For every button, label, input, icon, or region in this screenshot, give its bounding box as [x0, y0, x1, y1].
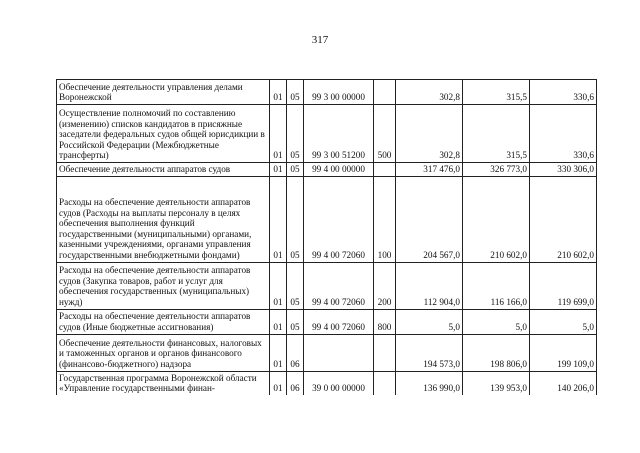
target-article-text: 99 3 00 00000: [312, 92, 365, 103]
subsection-code-cell: [287, 176, 304, 262]
subsection-code-text: 05: [290, 250, 300, 260]
table-row: [57, 262, 597, 309]
amount-year3-cell: [530, 105, 597, 163]
section-code-cell: [270, 371, 287, 395]
section-code-text: 01: [273, 164, 283, 174]
amount-year2-text: 5,0: [515, 322, 527, 332]
subsection-code-text: 05: [290, 92, 300, 103]
amount-year2-cell: [463, 163, 530, 177]
section-code-cell: [270, 262, 287, 309]
row-name-cell: [57, 176, 270, 262]
amount-year3-text: 210 602,0: [557, 250, 594, 260]
expense-type-text: 500: [377, 150, 392, 161]
expense-type-cell: [374, 105, 396, 163]
target-article-cell: [304, 176, 374, 262]
page-number: 317: [311, 34, 329, 46]
row-name-cell: [57, 163, 270, 177]
amount-year2-text: 116 166,0: [490, 297, 527, 307]
target-article-cell: [304, 105, 374, 163]
amount-year1-cell: [396, 163, 463, 177]
section-code-text: 01: [273, 297, 283, 307]
section-code-text: 01: [273, 92, 283, 103]
amount-year1-text: 302,8: [439, 150, 460, 161]
amount-year3-cell: [530, 163, 597, 177]
table-row: [57, 163, 597, 177]
subsection-code-text: 06: [290, 383, 300, 394]
amount-year3-text: 330,6: [573, 150, 594, 161]
amount-year2-cell: [463, 334, 530, 371]
section-code-text: 01: [273, 150, 283, 161]
amount-year3-text: 330,6: [573, 92, 594, 103]
amount-year1-cell: [396, 80, 463, 105]
amount-year3-cell: [530, 176, 597, 262]
subsection-code-text: 06: [290, 359, 300, 369]
table-row: [57, 80, 597, 105]
amount-year2-text: 326 773,0: [490, 164, 527, 174]
section-code-cell: [270, 176, 287, 262]
row-name-cell: [57, 80, 270, 105]
amount-year1-text: 302,8: [439, 92, 460, 103]
subsection-code-cell: [287, 105, 304, 163]
expense-type-cell: [374, 371, 396, 395]
row-name-text: Расходы на обеспечение деятельности аппаратов судов (Расходы на выплаты персоналу в целях обеспечения выполнения функций государственными (муниципальными) органами, казенными учреждениями, органами управления государственными внебюджетными фондами): [59, 197, 252, 260]
amount-year1-cell: [396, 309, 463, 334]
amount-year1-text: 136 990,0: [423, 383, 460, 394]
target-article-cell: [304, 262, 374, 309]
subsection-code-cell: [287, 163, 304, 177]
row-name-cell: [57, 309, 270, 334]
section-code-text: 01: [273, 322, 283, 332]
amount-year2-cell: [463, 105, 530, 163]
amount-year2-text: 198 806,0: [490, 359, 527, 369]
subsection-code-cell: [287, 262, 304, 309]
expense-type-cell: [374, 163, 396, 177]
subsection-code-cell: [287, 309, 304, 334]
section-code-cell: [270, 80, 287, 105]
row-name-cell: [57, 105, 270, 163]
amount-year2-cell: [463, 80, 530, 105]
subsection-code-cell: [287, 80, 304, 105]
section-code-cell: [270, 163, 287, 177]
amount-year2-text: 315,5: [506, 92, 527, 103]
target-article-text: 99 4 00 72060: [312, 297, 365, 307]
amount-year3-text: 119 699,0: [557, 297, 594, 307]
amount-year2-cell: [463, 176, 530, 262]
target-article-text: 99 3 00 51200: [312, 150, 365, 161]
subsection-code-cell: [287, 334, 304, 371]
expense-type-cell: [374, 334, 396, 371]
table-row: [57, 105, 597, 163]
expense-type-cell: [374, 176, 396, 262]
row-name-cell: [57, 334, 270, 371]
target-article-cell: [304, 80, 374, 105]
amount-year1-cell: [396, 334, 463, 371]
amount-year3-cell: [530, 80, 597, 105]
expense-type-text: 800: [377, 322, 392, 332]
expense-type-cell: [374, 262, 396, 309]
row-name-text: Государственная программа Воронежской области «Управление государственными финан-: [59, 372, 257, 394]
amount-year1-text: 317 476,0: [423, 164, 460, 174]
table-row: [57, 176, 597, 262]
amount-year2-cell: [463, 371, 530, 395]
target-article-text: 99 4 00 72060: [312, 250, 365, 260]
section-code-text: 01: [273, 359, 283, 369]
row-name-text: Расходы на обеспечение деятельности аппаратов судов (Иные бюджетные ассигнования): [59, 311, 251, 332]
amount-year3-cell: [530, 262, 597, 309]
budget-table: [56, 79, 597, 395]
target-article-cell: [304, 371, 374, 395]
row-name-cell: [57, 371, 270, 395]
amount-year1-text: 112 904,0: [423, 297, 460, 307]
amount-year1-text: 204 567,0: [423, 250, 460, 260]
amount-year1-text: 5,0: [448, 322, 460, 332]
target-article-cell: [304, 334, 374, 371]
row-name-text: Обеспечение деятельности управления делами Воронежской: [59, 81, 243, 103]
target-article-cell: [304, 309, 374, 334]
expense-type-cell: [374, 309, 396, 334]
row-name-text: Расходы на обеспечение деятельности аппаратов судов (Закупка товаров, работ и услуг для обеспечения государственных (муниципальных) нужд): [59, 265, 251, 307]
section-code-text: 01: [273, 383, 283, 394]
target-article-cell: [304, 163, 374, 177]
amount-year2-text: 315,5: [506, 150, 527, 161]
amount-year3-cell: [530, 309, 597, 334]
section-code-cell: [270, 105, 287, 163]
table-row: [57, 334, 597, 371]
row-name-text: Обеспечение деятельности финансовых, налоговых и таможенных органов и органов финансового (финансово-бюджетного) надзора: [59, 337, 262, 369]
subsection-code-text: 05: [290, 297, 300, 307]
amount-year1-text: 194 573,0: [423, 359, 460, 369]
row-name-cell: [57, 262, 270, 309]
amount-year3-cell: [530, 371, 597, 395]
amount-year2-cell: [463, 309, 530, 334]
amount-year2-text: 210 602,0: [490, 250, 527, 260]
amount-year1-cell: [396, 105, 463, 163]
amount-year1-cell: [396, 176, 463, 262]
row-name-text: Осуществление полномочий по составлению (изменению) списков кандидатов в присяжные заседатели федеральных судов общей юрисдикции в Российской Федерации (Межбюджетные трансферты): [59, 108, 265, 161]
amount-year3-text: 330 306,0: [557, 164, 594, 174]
amount-year1-cell: [396, 371, 463, 395]
subsection-code-text: 05: [290, 322, 300, 332]
target-article-text: 99 4 00 00000: [312, 164, 365, 174]
amount-year2-text: 139 953,0: [490, 383, 527, 394]
expense-type-cell: [374, 80, 396, 105]
subsection-code-text: 05: [290, 164, 300, 174]
section-code-cell: [270, 309, 287, 334]
amount-year2-cell: [463, 262, 530, 309]
amount-year3-cell: [530, 334, 597, 371]
target-article-text: 99 4 00 72060: [312, 322, 365, 332]
amount-year3-text: 5,0: [582, 322, 594, 332]
section-code-text: 01: [273, 250, 283, 260]
amount-year1-cell: [396, 262, 463, 309]
amount-year3-text: 140 206,0: [557, 383, 594, 394]
amount-year3-text: 199 109,0: [557, 359, 594, 369]
expense-type-text: 100: [377, 250, 392, 260]
subsection-code-cell: [287, 371, 304, 395]
table-row: [57, 371, 597, 395]
expense-type-text: 200: [377, 297, 392, 307]
row-name-text: Обеспечение деятельности аппаратов судов: [59, 164, 231, 174]
subsection-code-text: 05: [290, 150, 300, 161]
section-code-cell: [270, 334, 287, 371]
table-row: [57, 309, 597, 334]
target-article-text: 39 0 00 00000: [312, 383, 365, 394]
